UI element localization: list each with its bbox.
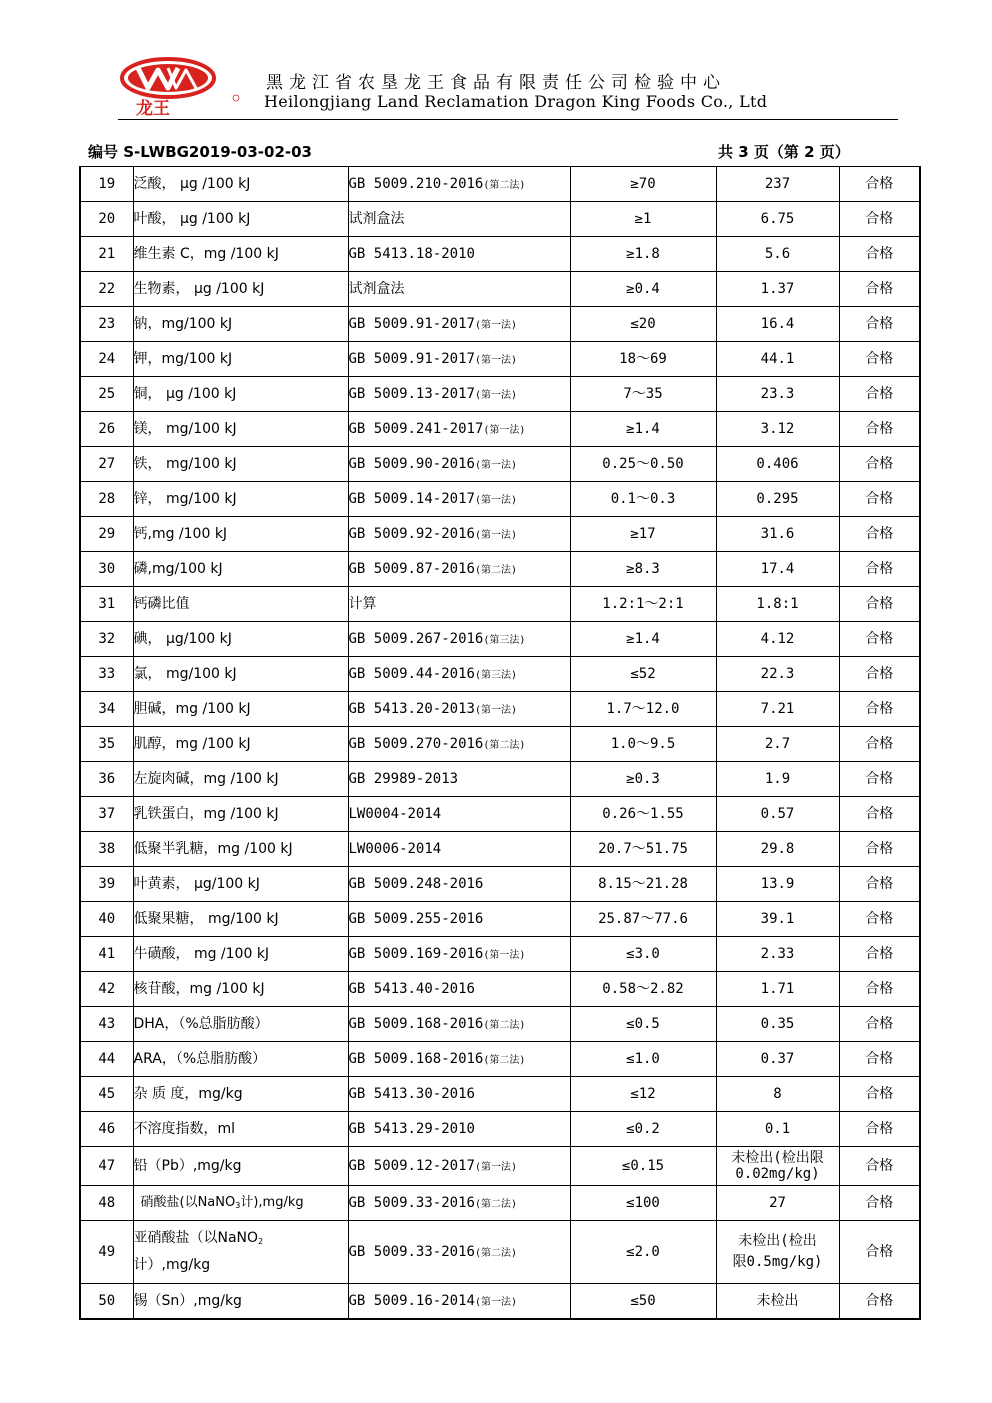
table-row bbox=[80, 1186, 920, 1221]
result-line: 0.02mg/kg) bbox=[735, 1166, 820, 1182]
item-text: 计),mg/kg bbox=[240, 1194, 304, 1210]
test-item: 牛磺酸， mg /100 kJ bbox=[133, 937, 348, 972]
standard-value: 25.87～77.6 bbox=[570, 902, 716, 937]
test-item: 杂 质 度，mg/kg bbox=[133, 1077, 348, 1112]
test-method bbox=[348, 272, 570, 307]
standard-value: ≤0.2 bbox=[570, 1112, 716, 1147]
test-result: 29.8 bbox=[716, 832, 839, 867]
test-item: 叶酸， μg /100 kJ bbox=[133, 202, 348, 237]
test-method bbox=[348, 1186, 570, 1221]
standard-value: ≥0.3 bbox=[570, 762, 716, 797]
method-code: GB 5009.14-2017 bbox=[348, 490, 475, 507]
standard-value: ≥0.4 bbox=[570, 272, 716, 307]
header-divider bbox=[118, 119, 898, 120]
conclusion: 合格 bbox=[839, 237, 920, 272]
test-method bbox=[348, 1112, 570, 1147]
test-item: 钙,mg /100 kJ bbox=[133, 517, 348, 552]
test-method bbox=[348, 202, 570, 237]
test-result: 13.9 bbox=[716, 867, 839, 902]
test-method bbox=[348, 447, 570, 482]
report-header bbox=[118, 56, 908, 122]
conclusion: 合格 bbox=[839, 832, 920, 867]
test-item: 核苷酸，mg /100 kJ bbox=[133, 972, 348, 1007]
table-row bbox=[80, 867, 920, 902]
method-code: GB 5009.87-2016 bbox=[348, 560, 475, 577]
result-line: 限0.5mg/kg) bbox=[732, 1254, 823, 1270]
table-row bbox=[80, 342, 920, 377]
test-method bbox=[348, 377, 570, 412]
method-code: GB 5009.168-2016 bbox=[348, 1050, 484, 1067]
method-code: GB 5009.90-2016 bbox=[348, 455, 475, 472]
standard-value: ≥1.4 bbox=[570, 622, 716, 657]
row-number: 35 bbox=[80, 727, 133, 762]
test-item: DHA，（%总脂肪酸） bbox=[133, 1007, 348, 1042]
standard-value: 8.15～21.28 bbox=[570, 867, 716, 902]
row-number: 28 bbox=[80, 482, 133, 517]
test-result: 27 bbox=[716, 1186, 839, 1221]
conclusion: 合格 bbox=[839, 1007, 920, 1042]
standard-value: ≤52 bbox=[570, 657, 716, 692]
table-row bbox=[80, 587, 920, 622]
conclusion: 合格 bbox=[839, 937, 920, 972]
method-code: GB 5413.30-2016 bbox=[348, 1085, 475, 1102]
test-result: 8 bbox=[716, 1077, 839, 1112]
test-result: 0.1 bbox=[716, 1112, 839, 1147]
method-note: (第一法) bbox=[474, 704, 517, 716]
test-item: 生物素， μg /100 kJ bbox=[133, 272, 348, 307]
test-result: 0.406 bbox=[716, 447, 839, 482]
standard-value: 1.7～12.0 bbox=[570, 692, 716, 727]
conclusion: 合格 bbox=[839, 307, 920, 342]
test-item: 泛酸， μg /100 kJ bbox=[133, 167, 348, 202]
conclusion: 合格 bbox=[839, 1284, 920, 1320]
method-note: (第一法) bbox=[483, 424, 526, 436]
test-item: 铜， μg /100 kJ bbox=[133, 377, 348, 412]
method-code: GB 5009.267-2016 bbox=[348, 630, 484, 647]
row-number: 45 bbox=[80, 1077, 133, 1112]
test-item bbox=[133, 1221, 348, 1284]
conclusion: 合格 bbox=[839, 202, 920, 237]
method-code: GB 5009.16-2014 bbox=[348, 1292, 475, 1309]
table-row bbox=[80, 832, 920, 867]
standard-value: ≥70 bbox=[570, 167, 716, 202]
row-number: 33 bbox=[80, 657, 133, 692]
test-item: 钙磷比值 bbox=[133, 587, 348, 622]
method-code: GB 5009.13-2017 bbox=[348, 385, 475, 402]
table-row bbox=[80, 552, 920, 587]
method-note: (第二法) bbox=[483, 739, 526, 751]
test-method bbox=[348, 797, 570, 832]
test-method bbox=[348, 1007, 570, 1042]
test-result: 2.33 bbox=[716, 937, 839, 972]
row-number: 48 bbox=[80, 1186, 133, 1221]
test-result: 0.295 bbox=[716, 482, 839, 517]
test-method bbox=[348, 1147, 570, 1186]
method-code: 计算 bbox=[348, 595, 377, 612]
conclusion: 合格 bbox=[839, 1221, 920, 1284]
test-result: 17.4 bbox=[716, 552, 839, 587]
test-result: 39.1 bbox=[716, 902, 839, 937]
test-method bbox=[348, 692, 570, 727]
method-code: GB 5009.241-2017 bbox=[348, 420, 484, 437]
test-item: 肌醇，mg /100 kJ bbox=[133, 727, 348, 762]
method-code: 试剂盒法 bbox=[348, 210, 405, 227]
test-result: 1.8:1 bbox=[716, 587, 839, 622]
row-number: 43 bbox=[80, 1007, 133, 1042]
conclusion: 合格 bbox=[839, 622, 920, 657]
row-number: 34 bbox=[80, 692, 133, 727]
method-note: (第二法) bbox=[474, 1247, 517, 1259]
row-number: 44 bbox=[80, 1042, 133, 1077]
method-note: (第二法) bbox=[483, 1054, 526, 1066]
method-note: (第二法) bbox=[483, 179, 526, 191]
method-note: (第二法) bbox=[483, 1019, 526, 1031]
table-row bbox=[80, 1077, 920, 1112]
test-method bbox=[348, 1042, 570, 1077]
conclusion: 合格 bbox=[839, 727, 920, 762]
standard-value: ≤0.5 bbox=[570, 1007, 716, 1042]
test-result: 0.35 bbox=[716, 1007, 839, 1042]
results-table-body bbox=[80, 167, 920, 1320]
conclusion: 合格 bbox=[839, 657, 920, 692]
test-item: 锌， mg/100 kJ bbox=[133, 482, 348, 517]
conclusion: 合格 bbox=[839, 762, 920, 797]
conclusion: 合格 bbox=[839, 1147, 920, 1186]
method-note: (第一法) bbox=[474, 319, 517, 331]
table-row bbox=[80, 202, 920, 237]
test-method bbox=[348, 972, 570, 1007]
table-row bbox=[80, 377, 920, 412]
result-line: 未检出(检出 bbox=[738, 1233, 817, 1249]
conclusion: 合格 bbox=[839, 1077, 920, 1112]
company-name-english: Heilongjiang Land Reclamation Dragon King Foods Co., Ltd bbox=[264, 92, 768, 111]
table-row bbox=[80, 692, 920, 727]
test-item: ARA，（%总脂肪酸） bbox=[133, 1042, 348, 1077]
standard-value: ≤50 bbox=[570, 1284, 716, 1320]
standard-value: ≤3.0 bbox=[570, 937, 716, 972]
conclusion: 合格 bbox=[839, 377, 920, 412]
standard-value: ≤1.0 bbox=[570, 1042, 716, 1077]
table-row bbox=[80, 797, 920, 832]
test-result: 2.7 bbox=[716, 727, 839, 762]
table-row bbox=[80, 622, 920, 657]
row-number: 41 bbox=[80, 937, 133, 972]
table-row bbox=[80, 1221, 920, 1284]
method-note: (第一法) bbox=[474, 354, 517, 366]
table-row bbox=[80, 307, 920, 342]
method-code: GB 5009.248-2016 bbox=[348, 875, 484, 892]
method-code: GB 5009.168-2016 bbox=[348, 1015, 484, 1032]
table-row bbox=[80, 1112, 920, 1147]
test-item: 磷,mg/100 kJ bbox=[133, 552, 348, 587]
method-note: (第一法) bbox=[483, 949, 526, 961]
table-row bbox=[80, 517, 920, 552]
test-method bbox=[348, 867, 570, 902]
test-result: 5.6 bbox=[716, 237, 839, 272]
table-row bbox=[80, 482, 920, 517]
test-item: 锡（Sn）,mg/kg bbox=[133, 1284, 348, 1320]
standard-value: ≥8.3 bbox=[570, 552, 716, 587]
test-result: 6.75 bbox=[716, 202, 839, 237]
row-number: 25 bbox=[80, 377, 133, 412]
row-number: 26 bbox=[80, 412, 133, 447]
test-result: 4.12 bbox=[716, 622, 839, 657]
method-code: GB 5009.92-2016 bbox=[348, 525, 475, 542]
method-code: GB 5413.18-2010 bbox=[348, 245, 475, 262]
dragon-king-logo-icon bbox=[118, 56, 248, 118]
test-method bbox=[348, 937, 570, 972]
method-note: (第一法) bbox=[474, 1296, 517, 1308]
test-method bbox=[348, 167, 570, 202]
document-number: 编号 S-LWBG2019-03-02-03 bbox=[88, 143, 312, 161]
table-row bbox=[80, 1042, 920, 1077]
item-text: 硝酸盐(以NaNO bbox=[140, 1194, 236, 1210]
test-result: 3.12 bbox=[716, 412, 839, 447]
method-note: (第一法) bbox=[474, 529, 517, 541]
test-method bbox=[348, 1077, 570, 1112]
test-result: 7.21 bbox=[716, 692, 839, 727]
method-note: (第二法) bbox=[474, 1198, 517, 1210]
row-number: 36 bbox=[80, 762, 133, 797]
row-number: 42 bbox=[80, 972, 133, 1007]
test-method bbox=[348, 482, 570, 517]
standard-value: ≥1.4 bbox=[570, 412, 716, 447]
row-number: 27 bbox=[80, 447, 133, 482]
conclusion: 合格 bbox=[839, 552, 920, 587]
method-code: GB 5009.91-2017 bbox=[348, 315, 475, 332]
test-result bbox=[716, 1221, 839, 1284]
table-row bbox=[80, 1284, 920, 1320]
standard-value: ≥17 bbox=[570, 517, 716, 552]
test-item: 不溶度指数，ml bbox=[133, 1112, 348, 1147]
page-indicator: 共 3 页（第 2 页） bbox=[718, 143, 850, 161]
conclusion: 合格 bbox=[839, 167, 920, 202]
test-result: 1.37 bbox=[716, 272, 839, 307]
test-item: 低聚半乳糖，mg /100 kJ bbox=[133, 832, 348, 867]
test-result: 0.37 bbox=[716, 1042, 839, 1077]
standard-value: ≥1.8 bbox=[570, 237, 716, 272]
test-result: 23.3 bbox=[716, 377, 839, 412]
item-text: 亚硝酸盐（以NaNO bbox=[133, 1230, 259, 1247]
test-item: 胆碱，mg /100 kJ bbox=[133, 692, 348, 727]
method-code: LW0004-2014 bbox=[348, 805, 442, 822]
conclusion: 合格 bbox=[839, 447, 920, 482]
test-item: 低聚果糖， mg/100 kJ bbox=[133, 902, 348, 937]
standard-value: ≤0.15 bbox=[570, 1147, 716, 1186]
test-method bbox=[348, 1284, 570, 1320]
method-note: (第一法) bbox=[474, 459, 517, 471]
method-code: GB 29989-2013 bbox=[348, 770, 459, 787]
test-result: 31.6 bbox=[716, 517, 839, 552]
row-number: 20 bbox=[80, 202, 133, 237]
test-item: 镁， mg/100 kJ bbox=[133, 412, 348, 447]
row-number: 39 bbox=[80, 867, 133, 902]
test-item: 钾，mg/100 kJ bbox=[133, 342, 348, 377]
table-row bbox=[80, 902, 920, 937]
conclusion: 合格 bbox=[839, 517, 920, 552]
method-note: (第一法) bbox=[474, 389, 517, 401]
row-number: 23 bbox=[80, 307, 133, 342]
conclusion: 合格 bbox=[839, 867, 920, 902]
test-method bbox=[348, 727, 570, 762]
table-row bbox=[80, 237, 920, 272]
conclusion: 合格 bbox=[839, 1042, 920, 1077]
test-item bbox=[133, 1186, 348, 1221]
standard-value: ≤12 bbox=[570, 1077, 716, 1112]
item-text: 计）,mg/kg bbox=[133, 1257, 211, 1273]
table-row bbox=[80, 727, 920, 762]
standard-value: ≤20 bbox=[570, 307, 716, 342]
test-method bbox=[348, 342, 570, 377]
standard-value: 18～69 bbox=[570, 342, 716, 377]
conclusion: 合格 bbox=[839, 342, 920, 377]
conclusion: 合格 bbox=[839, 482, 920, 517]
company-name-chinese: 黑龙江省农垦龙王食品有限责任公司检验中心 bbox=[266, 73, 726, 93]
test-result: 0.57 bbox=[716, 797, 839, 832]
test-result: 未检出 bbox=[716, 1284, 839, 1320]
row-number: 49 bbox=[80, 1221, 133, 1284]
row-number: 19 bbox=[80, 167, 133, 202]
conclusion: 合格 bbox=[839, 797, 920, 832]
test-item: 维生素 C，mg /100 kJ bbox=[133, 237, 348, 272]
method-code: GB 5009.33-2016 bbox=[348, 1243, 475, 1260]
method-code: GB 5413.40-2016 bbox=[348, 980, 475, 997]
row-number: 38 bbox=[80, 832, 133, 867]
test-result: 237 bbox=[716, 167, 839, 202]
conclusion: 合格 bbox=[839, 902, 920, 937]
table-row bbox=[80, 937, 920, 972]
table-row bbox=[80, 657, 920, 692]
standard-value: 0.26～1.55 bbox=[570, 797, 716, 832]
test-result: 44.1 bbox=[716, 342, 839, 377]
test-method bbox=[348, 587, 570, 622]
conclusion: 合格 bbox=[839, 1186, 920, 1221]
method-code: GB 5413.29-2010 bbox=[348, 1120, 475, 1137]
method-code: GB 5413.20-2013 bbox=[348, 700, 475, 717]
table-row bbox=[80, 167, 920, 202]
result-line: 未检出(检出限 bbox=[731, 1149, 824, 1166]
test-item: 碘， μg/100 kJ bbox=[133, 622, 348, 657]
row-number: 30 bbox=[80, 552, 133, 587]
standard-value: ≥1 bbox=[570, 202, 716, 237]
test-result bbox=[716, 1147, 839, 1186]
table-row bbox=[80, 447, 920, 482]
test-method bbox=[348, 412, 570, 447]
test-method bbox=[348, 657, 570, 692]
test-method bbox=[348, 307, 570, 342]
method-code: GB 5009.270-2016 bbox=[348, 735, 484, 752]
test-item: 乳铁蛋白，mg /100 kJ bbox=[133, 797, 348, 832]
item-subscript: 3 bbox=[235, 1200, 241, 1210]
item-subscript: 2 bbox=[258, 1237, 264, 1247]
conclusion: 合格 bbox=[839, 692, 920, 727]
method-note: (第二法) bbox=[474, 564, 517, 576]
method-code: GB 5009.44-2016 bbox=[348, 665, 475, 682]
conclusion: 合格 bbox=[839, 587, 920, 622]
row-number: 40 bbox=[80, 902, 133, 937]
test-method bbox=[348, 1221, 570, 1284]
test-item: 铅（Pb）,mg/kg bbox=[133, 1147, 348, 1186]
standard-value: 0.58～2.82 bbox=[570, 972, 716, 1007]
method-note: (第一法) bbox=[474, 494, 517, 506]
row-number: 21 bbox=[80, 237, 133, 272]
test-result: 1.71 bbox=[716, 972, 839, 1007]
method-note: (第三法) bbox=[474, 669, 517, 681]
row-number: 24 bbox=[80, 342, 133, 377]
table-row bbox=[80, 1007, 920, 1042]
test-method bbox=[348, 517, 570, 552]
test-method bbox=[348, 902, 570, 937]
test-result: 1.9 bbox=[716, 762, 839, 797]
company-logo bbox=[118, 56, 248, 118]
method-code: LW0006-2014 bbox=[348, 840, 442, 857]
test-item: 钠，mg/100 kJ bbox=[133, 307, 348, 342]
table-row bbox=[80, 762, 920, 797]
test-result: 16.4 bbox=[716, 307, 839, 342]
method-code: GB 5009.169-2016 bbox=[348, 945, 484, 962]
test-item: 叶黄素， μg/100 kJ bbox=[133, 867, 348, 902]
method-note: (第三法) bbox=[483, 634, 526, 646]
logo-text: 龙王 bbox=[136, 99, 170, 118]
conclusion: 合格 bbox=[839, 412, 920, 447]
test-method bbox=[348, 552, 570, 587]
conclusion: 合格 bbox=[839, 972, 920, 1007]
table-row bbox=[80, 272, 920, 307]
table-row bbox=[80, 412, 920, 447]
standard-value: 1.0～9.5 bbox=[570, 727, 716, 762]
standard-value: 1.2:1～2:1 bbox=[570, 587, 716, 622]
method-code: 试剂盒法 bbox=[348, 280, 405, 297]
method-code: GB 5009.255-2016 bbox=[348, 910, 484, 927]
test-item: 左旋肉碱，mg /100 kJ bbox=[133, 762, 348, 797]
standard-value: 20.7～51.75 bbox=[570, 832, 716, 867]
conclusion: 合格 bbox=[839, 272, 920, 307]
row-number: 37 bbox=[80, 797, 133, 832]
row-number: 47 bbox=[80, 1147, 133, 1186]
row-number: 22 bbox=[80, 272, 133, 307]
standard-value: 7～35 bbox=[570, 377, 716, 412]
standard-value: ≤2.0 bbox=[570, 1221, 716, 1284]
row-number: 50 bbox=[80, 1284, 133, 1320]
row-number: 29 bbox=[80, 517, 133, 552]
standard-value: 0.25～0.50 bbox=[570, 447, 716, 482]
test-results-table bbox=[79, 166, 921, 1320]
test-method bbox=[348, 762, 570, 797]
table-row bbox=[80, 1147, 920, 1186]
standard-value: ≤100 bbox=[570, 1186, 716, 1221]
method-code: GB 5009.33-2016 bbox=[348, 1194, 475, 1211]
test-method bbox=[348, 622, 570, 657]
row-number: 31 bbox=[80, 587, 133, 622]
method-code: GB 5009.91-2017 bbox=[348, 350, 475, 367]
test-method bbox=[348, 832, 570, 867]
method-code: GB 5009.12-2017 bbox=[348, 1157, 475, 1174]
test-method bbox=[348, 237, 570, 272]
conclusion: 合格 bbox=[839, 1112, 920, 1147]
test-item: 铁， mg/100 kJ bbox=[133, 447, 348, 482]
row-number: 32 bbox=[80, 622, 133, 657]
test-item: 氯， mg/100 kJ bbox=[133, 657, 348, 692]
table-row bbox=[80, 972, 920, 1007]
method-note: (第一法) bbox=[474, 1161, 517, 1173]
method-code: GB 5009.210-2016 bbox=[348, 175, 484, 192]
standard-value: 0.1～0.3 bbox=[570, 482, 716, 517]
row-number: 46 bbox=[80, 1112, 133, 1147]
test-result: 22.3 bbox=[716, 657, 839, 692]
